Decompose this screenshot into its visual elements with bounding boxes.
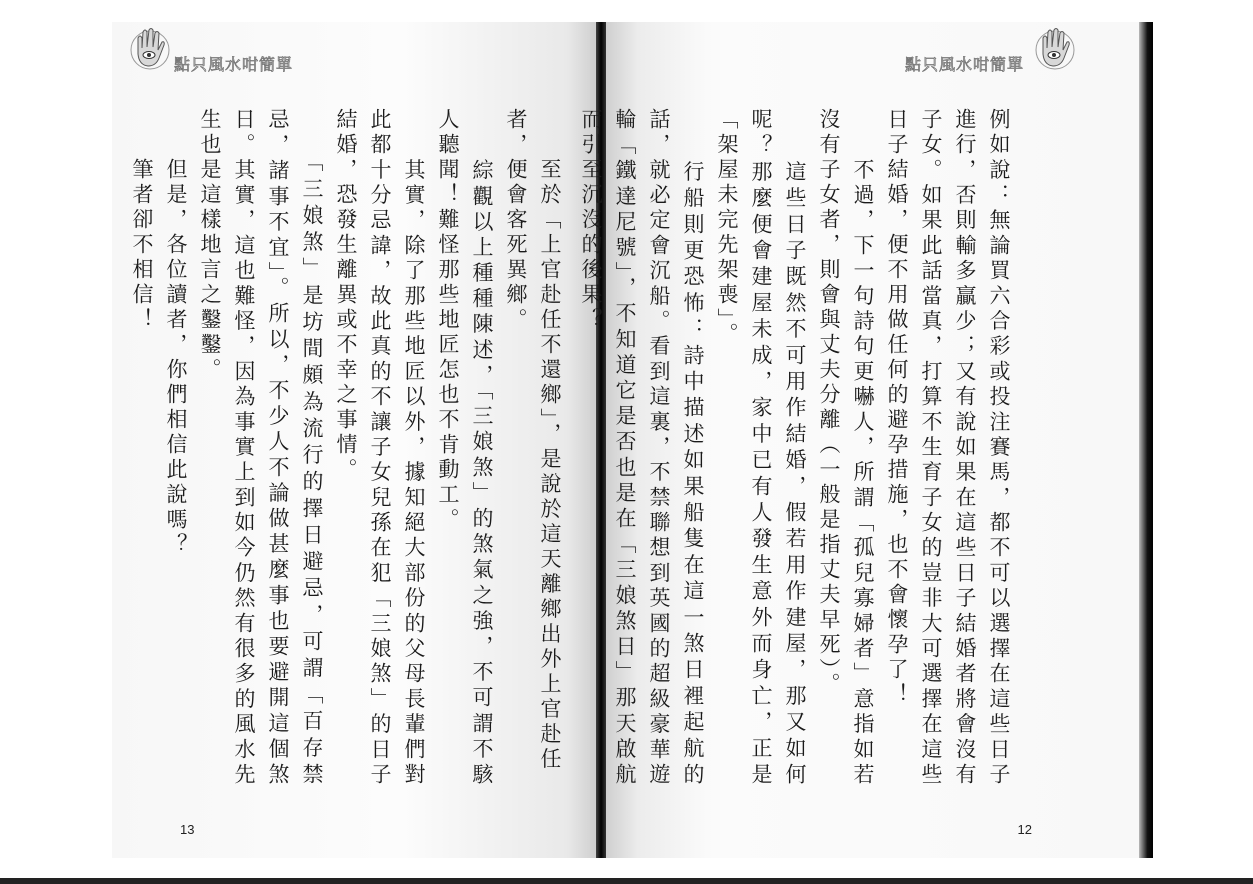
paragraph: 行船則更恐怖：詩中描述如果船隻在這一煞日裡起航的話，就必定會沉船。看到這裏，不禁聯想到英國的超級豪華遊輪「鐵達尼號」，不知道它是否也是在「三娘煞日」那天啟航而引至沉沒的後果？ (579, 108, 705, 788)
right-page (579, 22, 1139, 858)
palm-eye-icon (126, 24, 174, 72)
book-spread (112, 22, 1139, 858)
page-number: 13 (180, 822, 195, 837)
page-number: 12 (1017, 822, 1032, 837)
scan-bottom-border (0, 878, 1253, 884)
running-head: 點只風水咁簡單 (174, 55, 294, 74)
paragraph: 這些日子既然不可用作結婚，假若用作建屋，那又如何呢？那麼便會建屋未成，家中已有人發生意外而身亡，正是「架屋未完先架喪」。 (715, 108, 807, 788)
palm-eye-icon (1031, 24, 1079, 72)
paragraph: 但是，各位讀者，你們相信此說嗎？ (164, 108, 188, 558)
left-page-body (125, 108, 567, 788)
right-page-body (574, 108, 1016, 788)
left-page (112, 22, 596, 858)
paragraph: 至於「上官赴任不還鄉」，是說於這天離鄉出外上官赴任 (538, 108, 562, 773)
paragraph: 不過，下一句詩句更嚇人，所謂「孤兒寡婦者」意指如若沒有子女者，則會與丈夫分離（一般是指丈夫早死）。 (817, 108, 875, 788)
running-head: 點只風水咁簡單 (904, 55, 1024, 74)
paragraph: 其實，除了那些地匠以外，據知絕大部份的父母長輩們對此都十分忌諱，故此真的不讓子女兒孫在犯「三娘煞」的日子結婚，恐發生離異或不幸之事情。 (334, 108, 426, 788)
paragraph: 筆者卻不相信！ (130, 108, 154, 333)
scan-edge (1139, 22, 1153, 858)
paragraph: 綜觀以上種種陳述，「三娘煞」的煞氣之強，不可謂不駭人聽聞！難怪那些地匠怎也不肯動工。 (436, 108, 494, 788)
paragraph: 者，便會客死異鄉。 (504, 108, 528, 333)
paragraph: 例如說：無論買六合彩或投注賽馬，都不可以選擇在這些日子進行，否則輸多贏少；又有說如果在這些日子結婚者將會沒有子女。如果此話當真，打算不生育子女的豈非大可選擇在這些日子結婚，便不用做任何的避孕措施，也不會懷孕了！ (885, 108, 1011, 788)
paragraph: 「三娘煞」是坊間頗為流行的擇日避忌，可謂「百存禁忌，諸事不宜」。所以，不少人不論做甚麼事也要避開這個煞日。其實，這也難怪，因為事實上到如今仍然有很多的風水先生也是這樣地言之鑿鑿。 (198, 108, 324, 788)
